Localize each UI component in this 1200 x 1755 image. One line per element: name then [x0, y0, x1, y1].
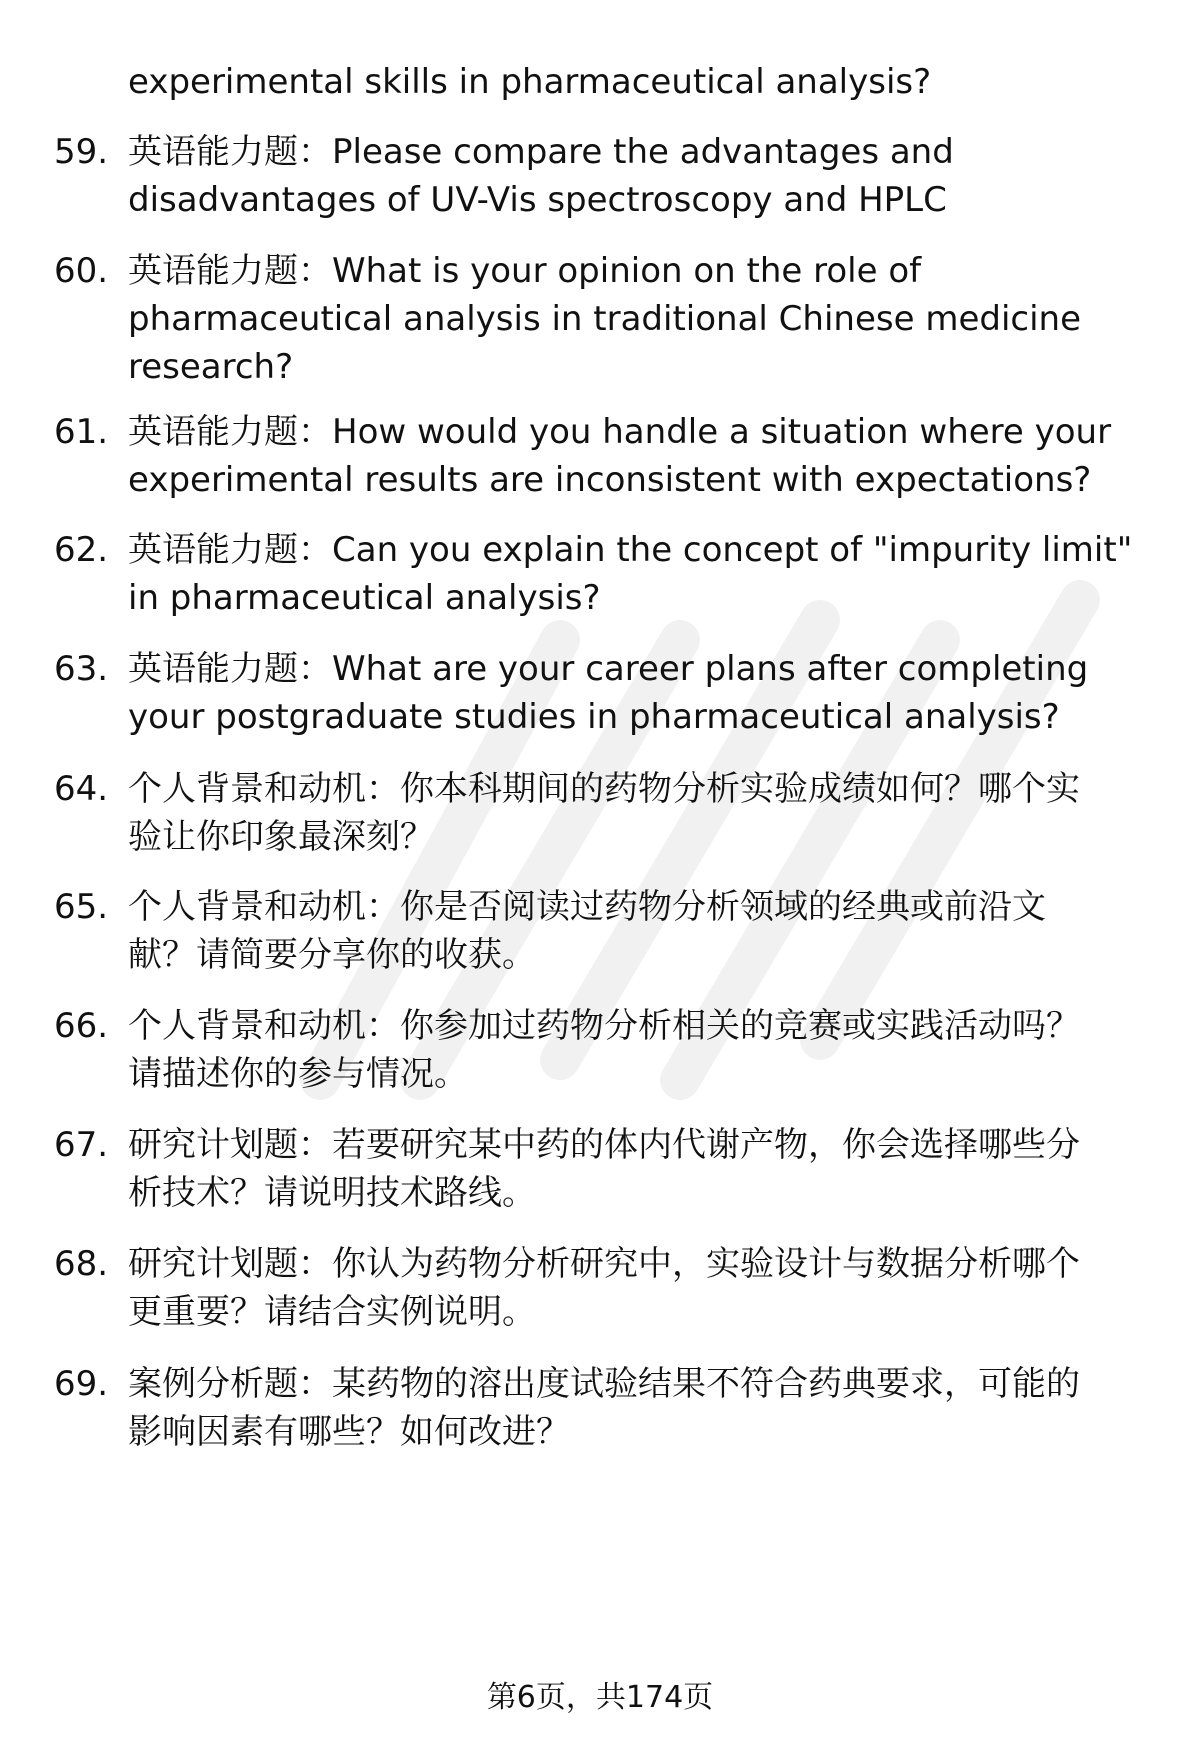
question-number: 59. [54, 132, 109, 172]
question-text: 案例分析题：某药物的溶出度试验结果不符合药典要求，可能的 影响因素有哪些？如何改进？ [128, 1364, 1080, 1452]
question-text: 个人背景和动机：你参加过药物分析相关的竞赛或实践活动吗？ 请描述你的参与情况。 [128, 1006, 1080, 1094]
continued-question-text: experimental skills in pharmaceutical analysis? [128, 62, 932, 102]
question-text: 英语能力题：Please compare the advantages and disadvantages of UV-Vis spectroscopy and HPLC [128, 132, 954, 220]
question-number: 62. [54, 530, 109, 570]
question-text: 英语能力题：What are your career plans after completing your postgraduate studies in pharmaceutical analysis? [128, 649, 1089, 737]
question-text: 英语能力题：Can you explain the concept of "impurity limit" in pharmaceutical analysis? [128, 530, 1133, 618]
question-number: 64. [54, 769, 109, 809]
page-number-footer: 第6页，共174页 [486, 1680, 714, 1715]
question-number: 65. [54, 887, 109, 927]
question-number: 60. [54, 251, 109, 291]
question-text: 英语能力题：How would you handle a situation where your experimental results are inconsistent with expectations? [128, 412, 1112, 500]
question-text: 英语能力题：What is your opinion on the role of pharmaceutical analysis in traditional Chinese medicine research? [128, 251, 1081, 387]
question-number: 67. [54, 1125, 109, 1165]
question-text: 研究计划题：若要研究某中药的体内代谢产物，你会选择哪些分 析技术？请说明技术路线。 [128, 1125, 1080, 1213]
question-number: 63. [54, 649, 109, 689]
question-number: 68. [54, 1244, 109, 1284]
question-text: 研究计划题：你认为药物分析研究中，实验设计与数据分析哪个 更重要？请结合实例说明。 [128, 1244, 1080, 1332]
question-text: 个人背景和动机：你本科期间的药物分析实验成绩如何？哪个实 验让你印象最深刻？ [128, 769, 1080, 857]
question-number: 61. [54, 412, 109, 452]
question-number: 66. [54, 1006, 109, 1046]
question-text: 个人背景和动机：你是否阅读过药物分析领域的经典或前沿文 献？请简要分享你的收获。 [128, 887, 1046, 975]
question-number: 69. [54, 1364, 109, 1404]
